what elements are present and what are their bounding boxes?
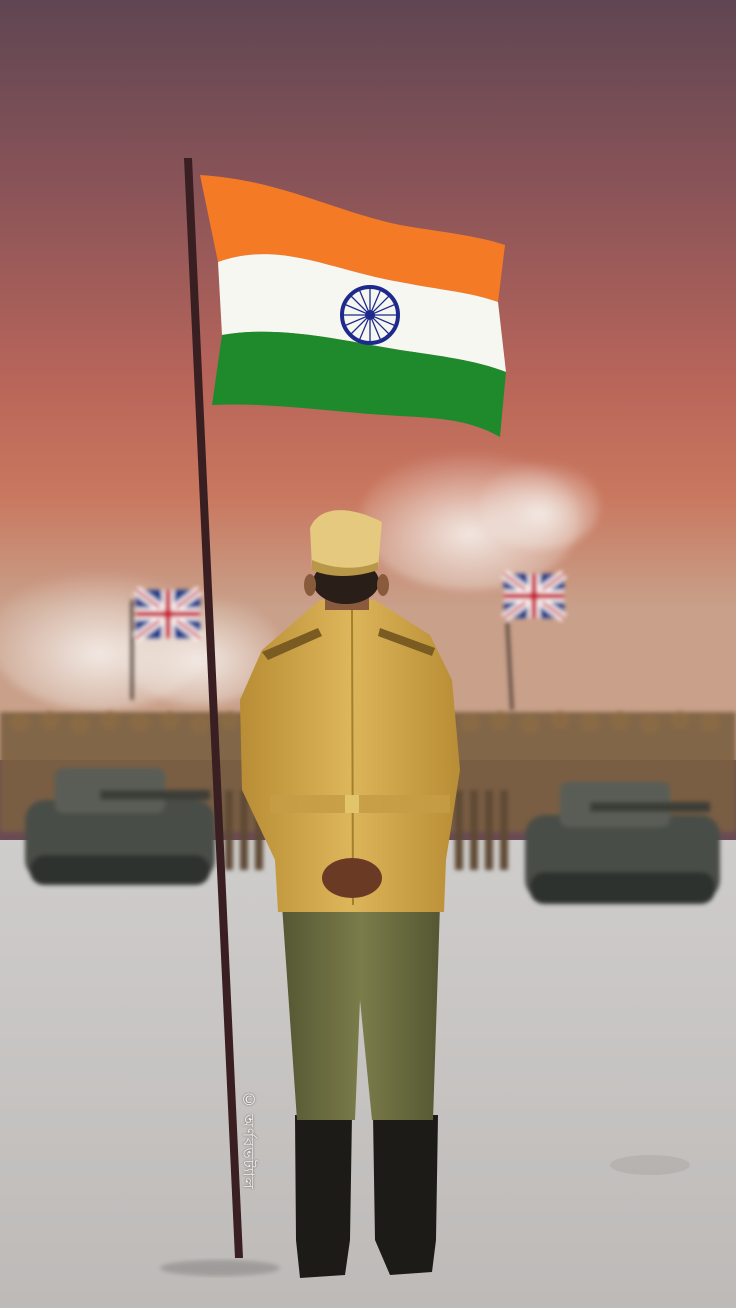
right-boot	[373, 1115, 438, 1275]
copyright-symbol: ©	[239, 1090, 259, 1110]
artist-signature: অর্ণবভট্যাল	[239, 1114, 258, 1190]
artist-watermark	[236, 1090, 262, 1230]
left-boot	[295, 1115, 352, 1278]
belt	[270, 795, 450, 813]
clasped-hands	[322, 858, 382, 898]
ground-shadow	[610, 1155, 690, 1175]
